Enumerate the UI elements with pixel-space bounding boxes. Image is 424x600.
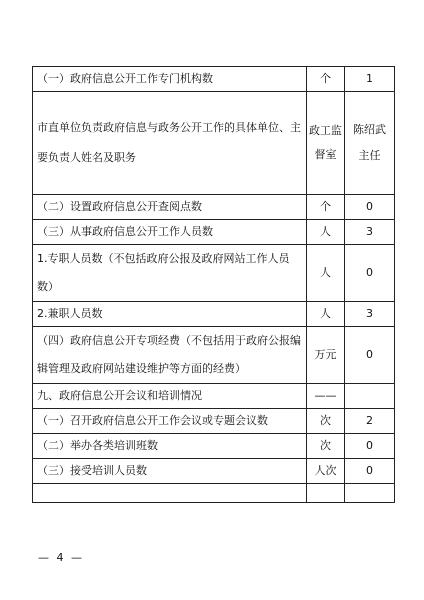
item-cell: （三）接受培训人员数 xyxy=(33,459,307,484)
table-row xyxy=(33,195,395,220)
item-cell: （四）政府信息公开专项经费（不包括用于政府公报编辑管理及政府网站建设维护等方面的经费） xyxy=(33,327,307,384)
table-row xyxy=(33,67,395,92)
table-row xyxy=(33,92,395,195)
unit-cell: 个 xyxy=(307,67,345,92)
item-cell: 市直单位负责政府信息与政务公开工作的具体单位、主要负责人姓名及职务 xyxy=(33,92,307,195)
table-row xyxy=(33,434,395,459)
value-cell: 0 xyxy=(345,327,395,384)
empty-cell xyxy=(345,484,395,503)
unit-cell: 人次 xyxy=(307,459,345,484)
statistics-table xyxy=(32,66,395,503)
unit-cell: 人 xyxy=(307,220,345,245)
item-cell: （二）举办各类培训班数 xyxy=(33,434,307,459)
table-row xyxy=(33,245,395,302)
unit-cell: 政工监督室 xyxy=(307,92,345,195)
unit-cell: 人 xyxy=(307,302,345,327)
table-row xyxy=(33,409,395,434)
unit-cell: 次 xyxy=(307,434,345,459)
table-row xyxy=(33,327,395,384)
unit-cell: 个 xyxy=(307,195,345,220)
value-cell: 0 xyxy=(345,195,395,220)
item-cell: （二）设置政府信息公开查阅点数 xyxy=(33,195,307,220)
value-cell: 陈绍武主任 xyxy=(345,92,395,195)
value-cell xyxy=(345,384,395,409)
page-number: — 4 — xyxy=(38,551,84,564)
unit-cell: 次 xyxy=(307,409,345,434)
item-cell: （三）从事政府信息公开工作人员数 xyxy=(33,220,307,245)
value-cell: 2 xyxy=(345,409,395,434)
table-row xyxy=(33,384,395,409)
item-cell: 1.专职人员数（不包括政府公报及政府网站工作人员数） xyxy=(33,245,307,302)
table-row xyxy=(33,220,395,245)
table-row xyxy=(33,302,395,327)
empty-row xyxy=(33,484,395,503)
item-cell: （一）政府信息公开工作专门机构数 xyxy=(33,67,307,92)
table-row xyxy=(33,459,395,484)
unit-cell: 人 xyxy=(307,245,345,302)
empty-cell xyxy=(307,484,345,503)
value-cell: 3 xyxy=(345,220,395,245)
value-cell: 1 xyxy=(345,67,395,92)
empty-cell xyxy=(33,484,307,503)
value-cell: 0 xyxy=(345,245,395,302)
unit-cell: 万元 xyxy=(307,327,345,384)
item-cell: （一）召开政府信息公开工作会议或专题会议数 xyxy=(33,409,307,434)
value-cell: 0 xyxy=(345,459,395,484)
item-cell: 2.兼职人员数 xyxy=(33,302,307,327)
unit-cell: —— xyxy=(307,384,345,409)
value-cell: 3 xyxy=(345,302,395,327)
value-cell: 0 xyxy=(345,434,395,459)
item-cell: 九、政府信息公开会议和培训情况 xyxy=(33,384,307,409)
